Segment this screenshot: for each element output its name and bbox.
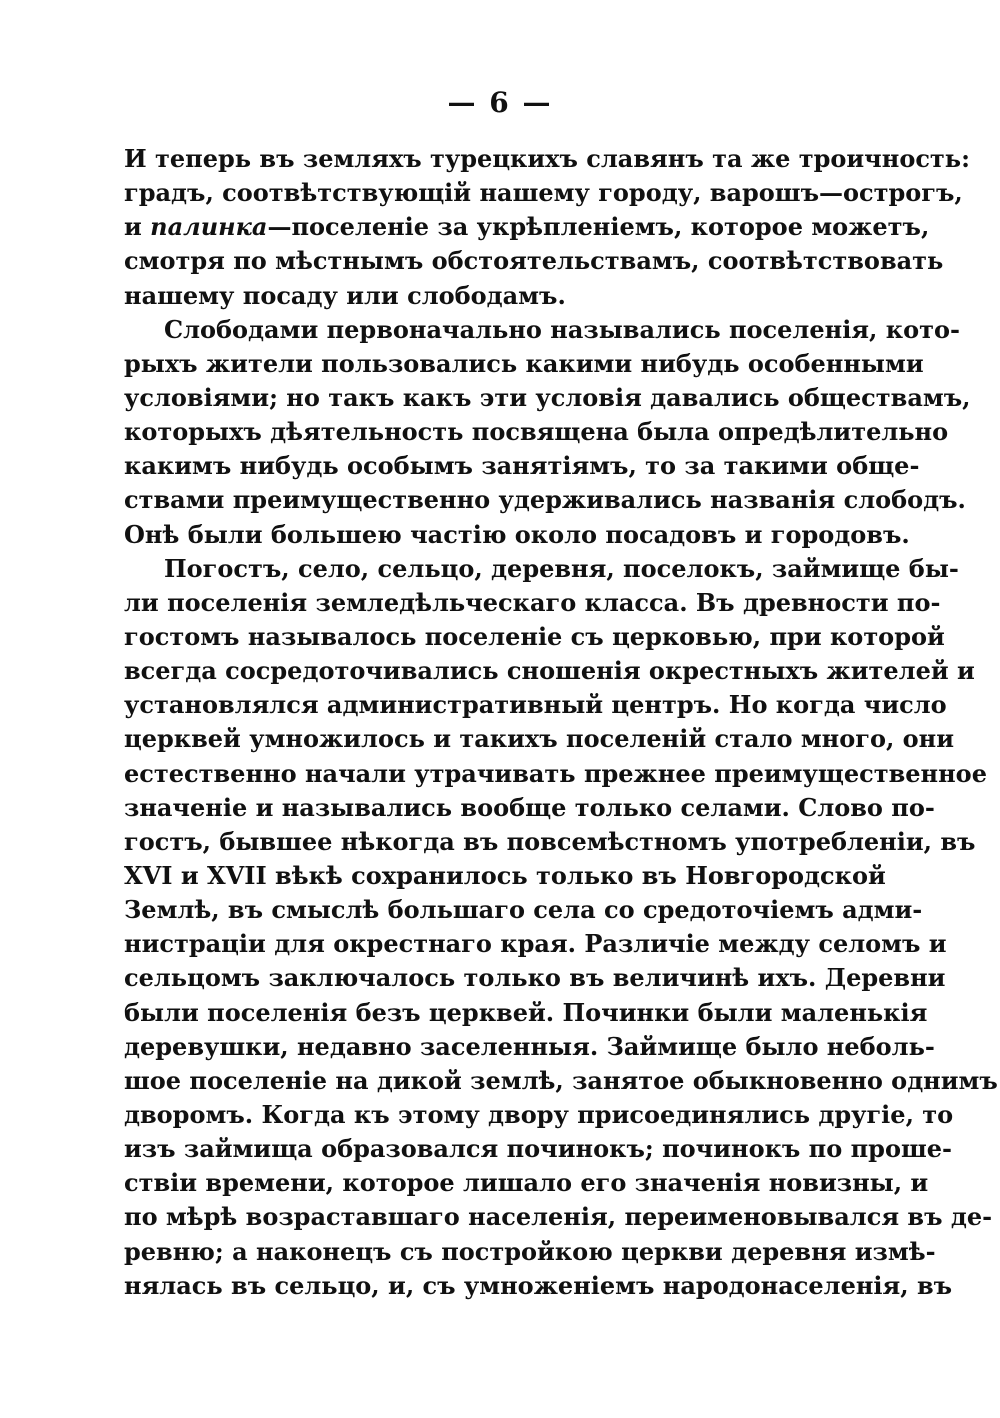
text-line: естественно начали утрачивать прежнее преимущественное bbox=[124, 758, 987, 788]
text-line: нялась въ сельцо, и, съ умноженіемъ народонаселенія, въ bbox=[124, 1270, 953, 1300]
text-line: И теперь въ земляхъ турецкихъ славянъ та же троичность: bbox=[124, 144, 970, 173]
text-line: ствами преимущественно удерживались названія слободъ. bbox=[124, 485, 966, 515]
text-line: Землѣ, въ смыслѣ большаго села со средоточіемъ адми- bbox=[124, 895, 923, 925]
text-line: по мѣрѣ возраставшаго населенія, переименовывался въ де- bbox=[124, 1202, 993, 1232]
text-line: рыхъ жители пользовались какими нибудь особенными bbox=[124, 348, 924, 378]
text-line: которыхъ дѣятельность посвящена была опредѣлительно bbox=[124, 417, 949, 447]
text-line: сельцомъ заключалось только въ величинѣ ихъ. Деревни bbox=[124, 963, 946, 993]
text-line: Онѣ были большею частію около посадовъ и городовъ. bbox=[124, 519, 910, 549]
text-line: гостомъ называлось поселеніе съ церковью, при которой bbox=[124, 621, 945, 651]
text-line: условіями; но такъ какъ эти условія давались обществамъ, bbox=[124, 382, 971, 412]
text-line: изъ займища образовался починокъ; починокъ по проше- bbox=[124, 1134, 952, 1164]
text-line: установлялся административный центръ. Но когда число bbox=[124, 690, 947, 720]
page-number: — 6 — bbox=[447, 86, 553, 119]
text-line: Слободами первоначально назывались поселенія, кото- bbox=[164, 314, 960, 344]
text-line: шое поселеніе на дикой землѣ, занятое обыкновенно однимъ bbox=[124, 1065, 998, 1095]
text-line: нистраціи для окрестнаго края. Различіе между селомъ и bbox=[124, 929, 947, 959]
text-line: ревню; а наконецъ съ постройкою церкви деревня измѣ- bbox=[124, 1236, 936, 1266]
text-line: смотря по мѣстнымъ обстоятельствамъ, соотвѣтствовать bbox=[124, 246, 944, 276]
text-line: всегда сосредоточивались сношенія окрестныхъ жителей и bbox=[124, 656, 975, 686]
text-line: нашему посаду или слободамъ. bbox=[124, 280, 566, 310]
text-line: какимъ нибудь особымъ занятіямъ, то за такими обще- bbox=[124, 451, 920, 481]
body-text bbox=[124, 142, 998, 1303]
text-line: XVI и XVII вѣкѣ сохранилось только въ Новгородской bbox=[124, 860, 886, 890]
text-line: ствіи времени, которое лишало его значенія новизны, и bbox=[124, 1168, 929, 1198]
text-line: Погостъ, село, сельцо, деревня, поселокъ, займище бы- bbox=[164, 553, 959, 583]
text-line: гостъ, бывшее нѣкогда въ повсемѣстномъ употребленіи, въ bbox=[124, 826, 976, 856]
text-line: ли поселенія земледѣльческаго класса. Въ древности по- bbox=[124, 587, 941, 617]
text-line: дворомъ. Когда къ этому двору присоединялись другіе, то bbox=[124, 1099, 954, 1129]
text-line: были поселенія безъ церквей. Починки были маленькія bbox=[124, 997, 928, 1027]
text-line: деревушки, недавно заселенныя. Займище было неболь- bbox=[124, 1031, 935, 1061]
text-line: церквей умножилось и такихъ поселеній стало много, они bbox=[124, 724, 955, 754]
text-line: градъ, соотвѣтствующій нашему городу, варошъ—острогъ, bbox=[124, 178, 963, 208]
text-line: значеніе и назывались вообще только селами. Слово по- bbox=[124, 792, 935, 822]
text-line: и палинка—поселеніе за укрѣпленіемъ, которое можетъ, bbox=[124, 212, 930, 242]
